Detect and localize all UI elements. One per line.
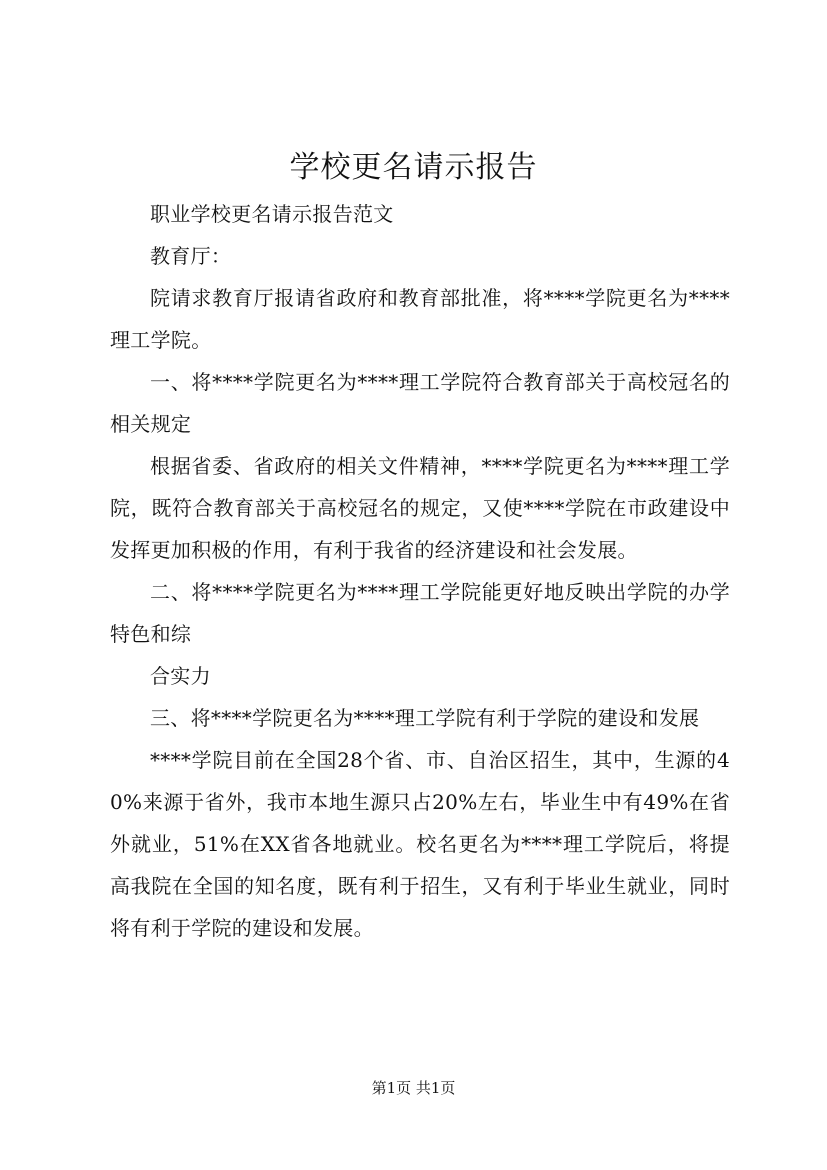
paragraph-request: 院请求教育厅报请省政府和教育部批准，将****学院更名为****理工学院。 xyxy=(110,286,730,352)
document-body xyxy=(110,193,730,949)
paragraph-point-two-heading: 二、将****学院更名为****理工学院能更好地反映出学院的办学特色和综 xyxy=(110,580,730,646)
paragraph-point-one-body: 根据省委、省政府的相关文件精神，****学院更名为****理工学院，既符合教育部关于高校冠名的规定，又使****学院在市政建设中发挥更加积极的作用，有利于我省的经济建设和社会发展。 xyxy=(110,454,730,562)
paragraph-point-three-heading: 三、将****学院更名为****理工学院有利于学院的建设和发展 xyxy=(150,706,700,730)
document-title: 学校更名请示报告 xyxy=(289,150,538,185)
paragraph-recipient: 教育厅： xyxy=(150,244,232,268)
paragraph-point-three-body: ****学院目前在全国28个省、市、自治区招生，其中，生源的40%来源于省外，我市本地生源只占20%左右，毕业生中有49%在省外就业，51%在XX省各地就业。校名更名为****理工学院后，将提高我院在全国的知名度，既有利于招生，又有利于毕业生就业，同时将有利于学院的建设和发展。 xyxy=(110,748,730,940)
paragraph-subtitle: 职业学校更名请示报告范文 xyxy=(150,202,394,226)
page-number-footer: 第1页 共1页 xyxy=(371,1079,456,1097)
paragraph-point-one-heading: 一、将****学院更名为****理工学院符合教育部关于高校冠名的相关规定 xyxy=(110,370,730,436)
paragraph-point-two-continued: 合实力 xyxy=(150,664,211,688)
